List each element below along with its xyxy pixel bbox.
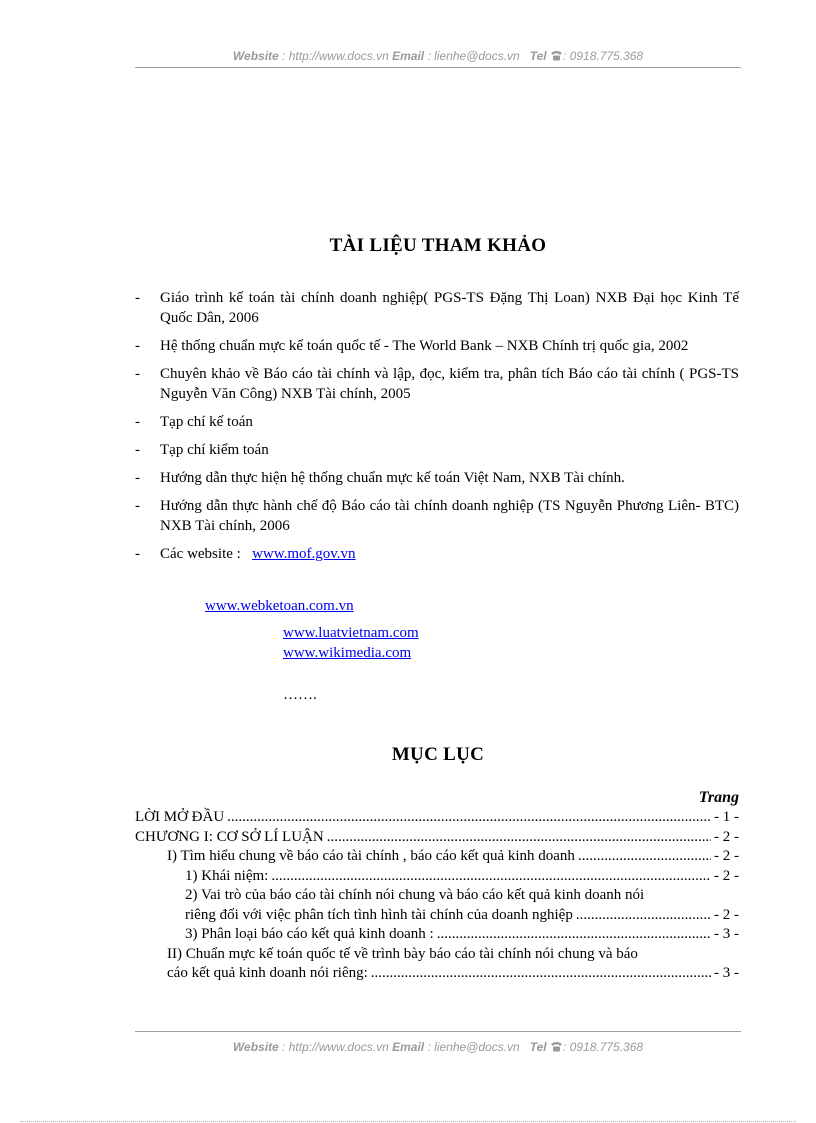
reference-text: Hệ thống chuẩn mực kế toán quốc tế - The World Bank – NXB Chính trị quốc gia, 2002	[160, 338, 689, 354]
link-webketoan[interactable]: www.webketoan.com.vn	[205, 598, 354, 614]
leader-dots	[576, 906, 711, 926]
leader-dots	[227, 808, 711, 828]
link-mof[interactable]: www.mof.gov.vn	[252, 546, 356, 562]
reference-text: Hướng dẫn thực hành chế độ Báo cáo tài chính doanh nghiệp (TS Nguyễn Phương Liên- BTC) NXB Tài chính, 2006	[160, 498, 739, 534]
reference-text: Chuyên khảo về Báo cáo tài chính và lập, đọc, kiểm tra, phân tích Báo cáo tài chính ( PGS-TS Nguyễn Văn Công) NXB Tài chính, 2005	[160, 366, 739, 402]
link-luatvietnam[interactable]: www.luatvietnam.com	[283, 625, 419, 641]
page-header	[135, 49, 741, 63]
link-wikimedia[interactable]: www.wikimedia.com	[283, 645, 412, 661]
toc-entry[interactable]	[135, 828, 739, 848]
toc-entry-text: 2) Vai trò của báo cáo tài chính nói chung và báo cáo kết quả kinh doanh nói	[185, 887, 645, 903]
email-label: Email	[392, 1040, 425, 1054]
reference-text: Giáo trình kế toán tài chính doanh nghiệp( PGS-TS Đặng Thị Loan) NXB Đại học Kinh Tế Quốc Dân, 2006	[160, 290, 739, 326]
website-url: http://www.docs.vn	[288, 1040, 389, 1054]
bullet: -	[135, 470, 140, 486]
link-row	[205, 596, 354, 616]
leader-dots	[437, 925, 711, 945]
toc-entry-page: - 3 -	[714, 965, 739, 981]
list-item	[135, 544, 739, 564]
list-item	[135, 440, 739, 460]
toc-entry-page: - 1 -	[714, 809, 739, 825]
phone-icon	[550, 1041, 563, 1052]
tel-value: : 0918.775.368	[563, 1040, 644, 1054]
bullet: -	[135, 498, 140, 514]
leader-dots	[271, 867, 711, 887]
tel-value: : 0918.775.368	[563, 49, 644, 63]
link-row	[283, 623, 419, 643]
bullet: -	[135, 414, 140, 430]
toc-entry[interactable]	[135, 867, 739, 887]
toc-entry-text: 1) Khái niệm:	[185, 867, 269, 884]
toc-page-heading: Trang	[698, 789, 739, 806]
toc-entry-page: - 2 -	[714, 906, 739, 923]
website-url: http://www.docs.vn	[288, 49, 389, 63]
tel-label: Tel	[529, 1040, 547, 1054]
list-item	[135, 364, 739, 404]
toc-entry-text: cáo kết quả kinh doanh nói riêng:	[167, 965, 368, 981]
reference-text: Tạp chí kế toán	[160, 414, 253, 430]
bullet: -	[135, 366, 140, 382]
page-edge-rule	[20, 1121, 796, 1122]
list-item	[135, 288, 739, 328]
bullet: -	[135, 442, 140, 458]
toc-entry-text: riêng đối với việc phân tích tình hình tài chính của doanh nghiệp	[185, 906, 573, 923]
reference-text: Hướng dẫn thực hiện hệ thống chuẩn mực kế toán Việt Nam, NXB Tài chính.	[160, 470, 625, 486]
tel-label: Tel	[529, 49, 547, 63]
email-value: lienhe@docs.vn	[434, 1040, 520, 1054]
email-sep: :	[424, 49, 435, 63]
toc-entry-page: - 3 -	[714, 926, 739, 942]
toc-entry[interactable]	[135, 886, 739, 925]
table-of-contents	[135, 788, 739, 984]
toc-entry[interactable]	[135, 808, 739, 828]
references-title: TÀI LIỆU THAM KHẢO	[329, 235, 547, 256]
email-sep: :	[424, 1040, 435, 1054]
list-item	[135, 336, 739, 356]
email-label: Email	[392, 49, 425, 63]
toc-entry-text: 3) Phân loại báo cáo kết quả kinh doanh :	[185, 926, 434, 942]
reference-text: Tạp chí kiểm toán	[160, 442, 269, 458]
website-sep: :	[278, 49, 289, 63]
list-item	[135, 412, 739, 432]
list-item	[135, 496, 739, 536]
toc-entry-text: CHƯƠNG I: CƠ SỞ LÍ LUẬN	[135, 828, 324, 845]
toc-entry-page: - 2 -	[714, 848, 739, 864]
page-footer	[135, 1040, 741, 1054]
leader-dots	[578, 847, 711, 867]
ellipsis: …….	[283, 687, 317, 703]
list-item	[135, 468, 739, 488]
toc-entry[interactable]	[135, 847, 739, 867]
bullet: -	[135, 338, 140, 354]
leader-dots	[371, 964, 711, 984]
header-rule	[135, 67, 741, 68]
leader-dots	[327, 828, 711, 848]
phone-icon	[550, 50, 563, 61]
toc-entry[interactable]	[135, 945, 739, 984]
website-label: Website	[232, 1040, 279, 1054]
bullet: -	[135, 290, 140, 306]
footer-rule	[135, 1031, 741, 1032]
toc-entry-page: - 2 -	[714, 828, 739, 845]
toc-entry-text: II) Chuẩn mực kế toán quốc tế về trình bày báo cáo tài chính nói chung và báo	[167, 945, 638, 962]
website-sep: :	[278, 1040, 289, 1054]
toc-entry-text: I) Tìm hiểu chung về báo cáo tài chính , báo cáo kết quả kinh doanh	[167, 848, 575, 864]
toc-title: MỤC LỤC	[391, 744, 485, 765]
toc-entry-page: - 2 -	[714, 867, 739, 884]
link-row	[283, 643, 411, 663]
references-list	[135, 288, 739, 572]
bullet: -	[135, 546, 140, 562]
toc-entry-text: LỜI MỞ ĐẦU	[135, 809, 225, 825]
website-label: Website	[232, 49, 279, 63]
websites-label: Các website :	[160, 546, 241, 562]
email-value: lienhe@docs.vn	[434, 49, 520, 63]
toc-entry[interactable]	[135, 925, 739, 945]
